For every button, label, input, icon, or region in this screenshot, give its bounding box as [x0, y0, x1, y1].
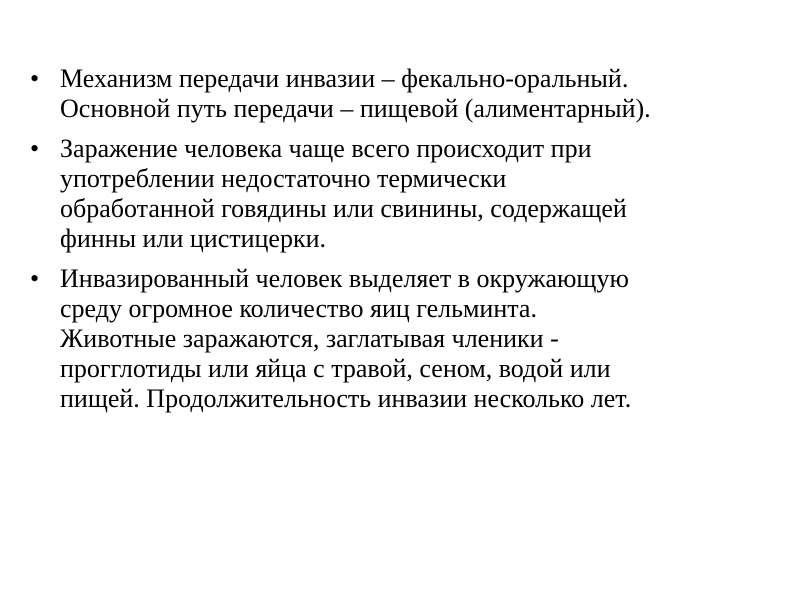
bullet-text-line: употреблении недостаточно термически: [60, 164, 507, 193]
bullet-icon: •: [30, 264, 40, 293]
bullet-text-line: среду огромное количество яиц гельминта.: [60, 294, 537, 323]
bullet-text-line: обработанной говядины или свинины, содержащей: [60, 194, 627, 223]
bullet-text-line: прогглотиды или яйца с травой, сеном, водой или: [60, 354, 611, 383]
bullet-icon: •: [30, 64, 40, 93]
bullet-text-line: Основной путь передачи – пищевой (алиментарный).: [60, 94, 651, 123]
bullet-item-transmission: [30, 64, 760, 124]
bullet-icon: •: [30, 134, 40, 163]
bullet-list: [30, 64, 760, 424]
bullet-text-line: Инвазированный человек выделяет в окружающую: [60, 264, 629, 293]
bullet-text-line: Животные заражаются, заглатывая членики -: [60, 324, 559, 353]
bullet-text-line: финны или цистицерки.: [60, 224, 327, 253]
bullet-text-line: Механизм передачи инвазии – фекально-оральный.: [60, 64, 629, 93]
bullet-item-infection: [30, 134, 760, 254]
bullet-text-line: Заражение человека чаще всего происходит при: [60, 134, 592, 163]
bullet-text-line: пищей. Продолжительность инвазии несколько лет.: [60, 384, 632, 413]
bullet-item-spread: [30, 264, 760, 414]
